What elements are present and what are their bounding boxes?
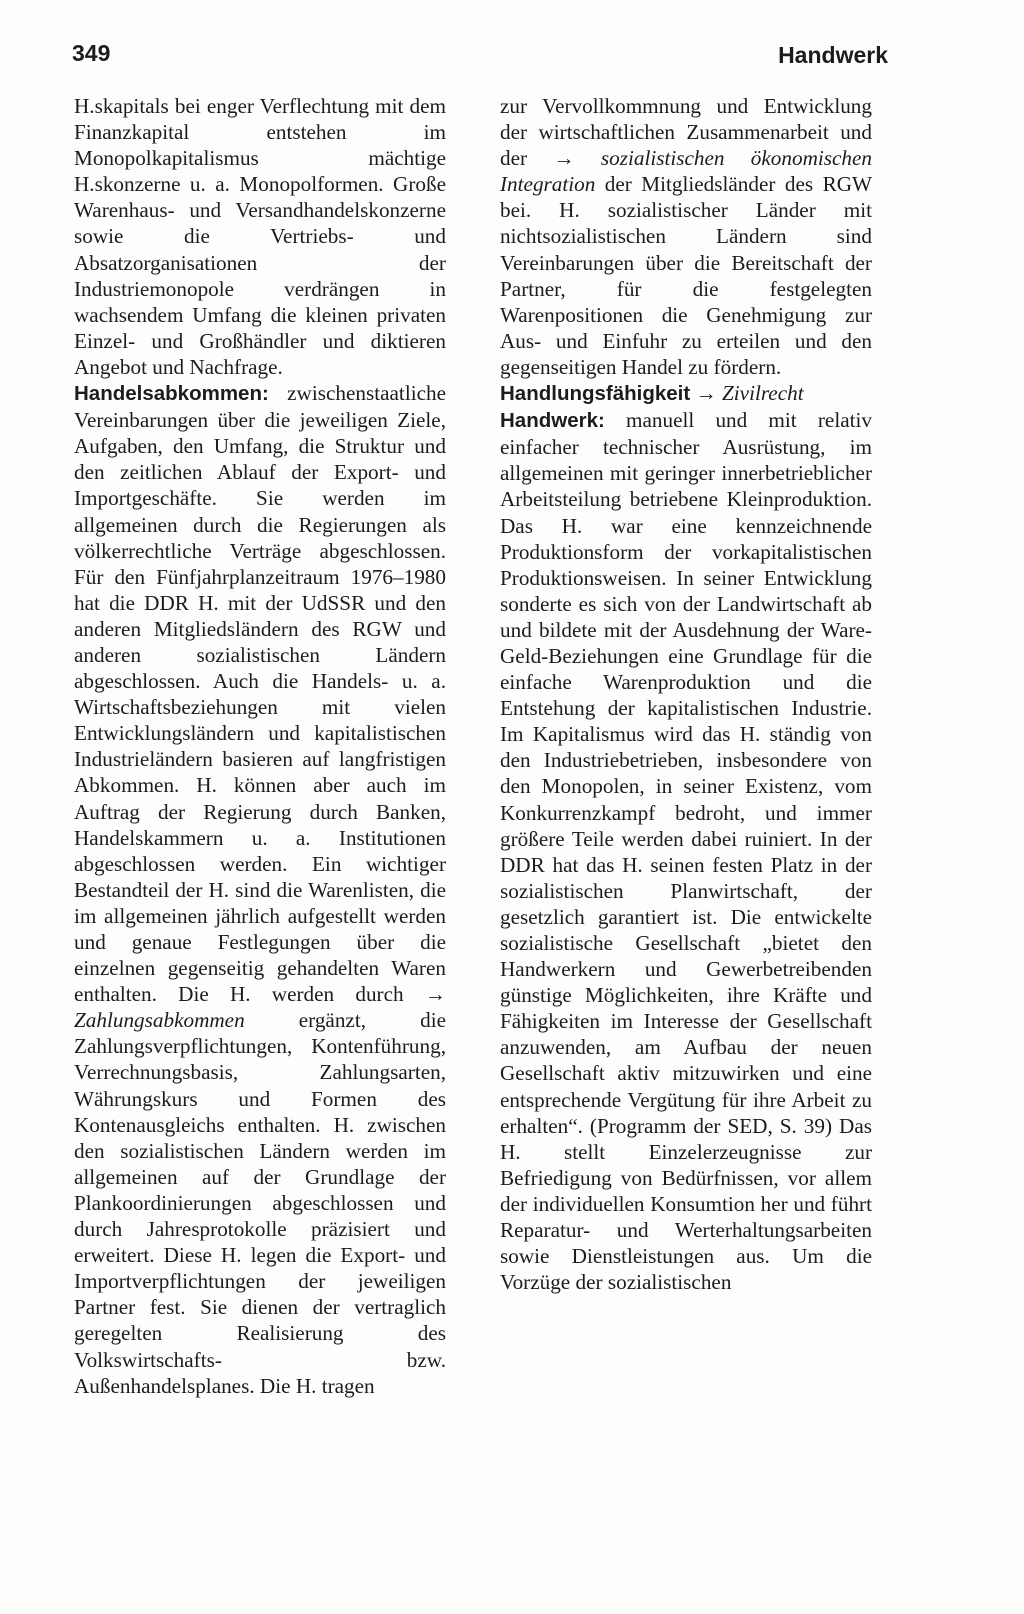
entry-text: manuell und mit relativ einfacher technischer Ausrüstung, im allgemeinen mit geringer innerbetrieblicher Arbeitsteilung betriebene Kleinproduktion. Das H. war eine kennzeichnende Produktionsform der vorkapitalistischen Produktionsweisen. In seiner Entwicklung sonderte es sich von der Landwirtschaft ab und bildete mit der Ausdehnung der Ware-Geld-Beziehungen eine Grundlage für die einfache Warenproduktion und die Entstehung der kapitalistischen Industrie. Im Kapitalismus wird das H. ständig von den Industriebetrieben, insbesondere von den Monopolen, in seiner Existenz, vom Konkurrenzkampf bedroht, und immer größere Teile werden dabei ruiniert. In der DDR hat das H. seinen festen Platz in der sozialistischen Planwirtschaft, der gesetzlich garantiert ist. Die entwickelte sozialistische Gesellschaft „bietet den Handwerkern und Gewerbetreibenden günstige Möglichkeiten, ihre Kräfte und Fähigkeiten im Interesse der Gesellschaft anzuwenden, am Aufbau der neuen Gesellschaft aktiv mitzuwirken und eine entsprechende Vergütung für ihre Arbeit zu erhalten“. (Programm der SED, S. 39) Das H. stellt Einzelerzeugnisse zur Befriedigung von Bedürfnissen, vor allem der individuellen Konsumtion her und führt Reparatur- und Werterhaltungsarbeiten sowie Dienstleistungen aus. Um die Vorzüge der sozialistischen xyxy=(500,408,872,1295)
entry-handlungsfaehigkeit xyxy=(500,380,872,407)
entry-handelsabkommen xyxy=(74,380,446,1399)
entry-text: ergänzt, die Zahlungsverpflichtungen, Kontenführung, Verrechnungsbasis, Zahlungsarten, Währungskurs und Formen des Kontenausgleichs enthalten. H. zwischen den sozialistischen Ländern werden im allgemeinen auf der Grundlage der Plankoordinierungen abgeschlossen und durch Jahresprotokolle präzisiert und erweitert. Diese H. legen die Export- und Importverpflichtungen der jeweiligen Partner fest. Sie dienen der vertraglich geregelten Realisierung des Volkswirtschafts- bzw. Außenhandelsplanes. Die H. tragen xyxy=(74,1008,446,1398)
headword-handlungsfaehigkeit: Handlungsfähigkeit xyxy=(500,382,691,406)
running-head: Handwerk xyxy=(778,42,888,68)
left-column xyxy=(74,93,446,1399)
entry-text: der Mitgliedsländer des RGW bei. H. sozialistischer Länder mit nichtsozialistischen Ländern sind Vereinbarungen über die Bereitschaft der Partner, für die festgelegten Warenpositionen die Genehmigung zur Aus- und Einfuhr zu erteilen und den gegenseitigen Handel zu fördern. xyxy=(500,172,872,379)
page-number: 349 xyxy=(72,40,111,66)
headword-handelsabkommen: Handelsabkommen: xyxy=(74,382,269,406)
right-column xyxy=(500,93,872,1295)
entry-handwerk xyxy=(500,407,872,1295)
cross-reference-zivilrecht[interactable]: Zivilrecht xyxy=(722,381,804,406)
cross-reference-sozialistische-integration[interactable]: sozialistischen ökonomischen Integration xyxy=(500,146,872,197)
entry-text: zur Vervollkommnung und Entwicklung der wirtschaftlichen Zusammenarbeit und der → xyxy=(500,94,872,171)
cross-reference-zahlungsabkommen[interactable]: Zahlungsabkommen xyxy=(74,1008,245,1033)
arrow-icon: → xyxy=(690,381,722,406)
entry-text: zwischenstaatliche Vereinbarungen über die jeweiligen Ziele, Aufgaben, den Umfang, die Struktur und den zeitlichen Ablauf der Export- und Importgeschäfte. Sie werden im allgemeinen durch die Regierungen als völkerrechtliche Verträge abgeschlossen. Für den Fünfjahrplanzeitraum 1976–1980 hat die DDR H. mit der UdSSR und den anderen Mitgliedsländern des RGW und anderen sozialistischen Ländern abgeschlossen. Auch die Handels- u. a. Wirtschaftsbeziehungen mit vielen Entwicklungsländern und kapitalistischen Industrieländern basieren auf langfristigen Abkommen. H. können aber auch im Auftrag der Regierung durch Banken, Handelskammern u. a. Institutionen abgeschlossen werden. Ein wichtiger Bestandteil der H. sind die Warenlisten, die im allgemeinen jährlich aufgestellt werden und genaue Festlegungen über die einzelnen gegenseitig gehandelten Waren enthalten. Die H. werden durch → xyxy=(74,381,446,1007)
headword-handwerk: Handwerk: xyxy=(500,409,605,433)
continued-paragraph: H.skapitals bei enger Verflechtung mit dem Finanzkapital entstehen im Monopolkapitalismus mächtige H.skonzerne u. a. Monopolformen. Große Warenhaus- und Versandhandelskonzerne sowie die Vertriebs- und Absatzorganisationen der Industriemonopole verdrängen in wachsendem Umfang die kleinen privaten Einzel- und Großhändler und diktieren Angebot und Nachfrage. xyxy=(74,94,446,379)
continued-paragraph xyxy=(500,93,872,380)
